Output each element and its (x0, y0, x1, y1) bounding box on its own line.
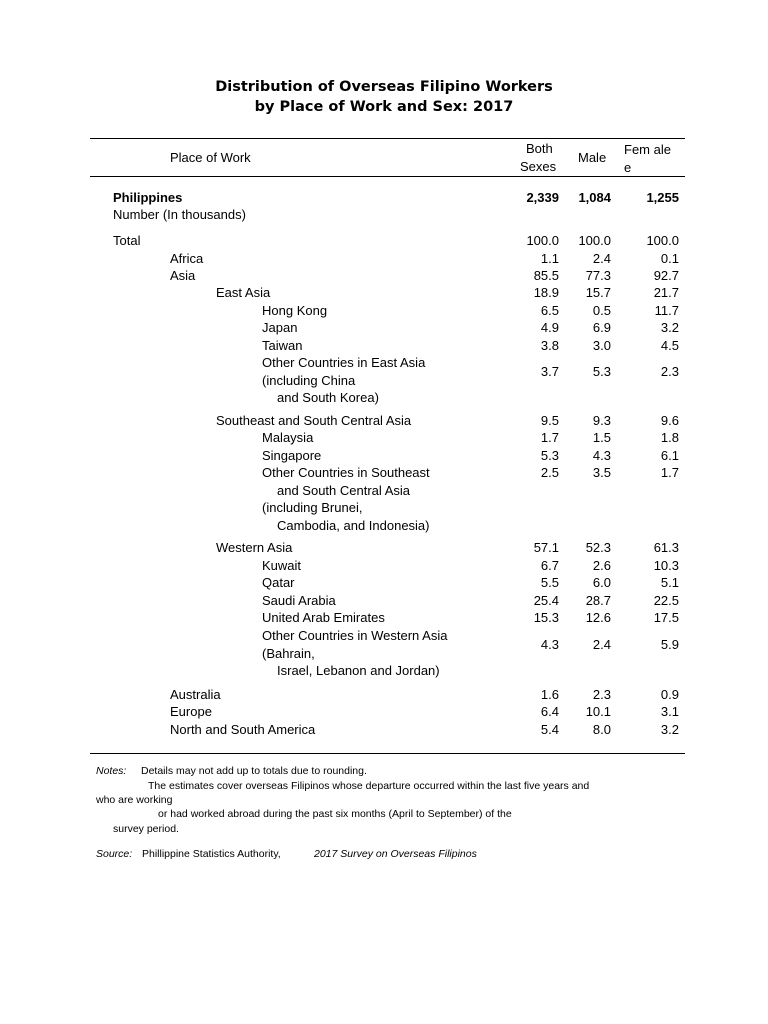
header-female-line1: Fem ale (624, 142, 671, 157)
cell-both-japan: 4.9 (540, 320, 559, 335)
cell-both-east-asia: 18.9 (533, 285, 559, 300)
cell-female-africa: 0.1 (660, 251, 679, 266)
cell-female-europe: 3.1 (660, 704, 679, 719)
table-title-line1: Distribution of Overseas Filipino Workers (215, 79, 553, 95)
row-label-total: Total (113, 233, 141, 248)
row-label-malaysia: Malaysia (262, 430, 314, 445)
cell-both-australia: 1.6 (540, 687, 559, 702)
cell-both-united-arab-emirates: 15.3 (533, 610, 559, 625)
row-label-north-and-south-america: North and South America (170, 722, 316, 737)
cell-female-saudi-arabia: 22.5 (653, 593, 679, 608)
row-label-southeast-and-south-central-asia: Southeast and South Central Asia (216, 413, 412, 428)
cell-male-philippines: 1,084 (578, 190, 611, 205)
cell-both-hong-kong: 6.5 (540, 303, 559, 318)
row-label-qatar: Qatar (262, 575, 295, 590)
cell-both-europe: 6.4 (540, 704, 559, 719)
row-label-cont-other-countries-in-western-asia: (Bahrain, (262, 646, 315, 661)
cell-female-united-arab-emirates: 17.5 (653, 610, 679, 625)
notes-line2: The estimates cover overseas Filipinos whose departure occurred within the last five years and (148, 780, 590, 792)
cell-female-taiwan: 4.5 (660, 338, 679, 353)
row-label-cont-other-countries-in-western-asia: Israel, Lebanon and Jordan) (277, 663, 440, 678)
cell-male-europe: 10.1 (585, 704, 611, 719)
cell-both-taiwan: 3.8 (540, 338, 559, 353)
row-label-cont-other-countries-in-southeast: Cambodia, and Indonesia) (277, 518, 430, 533)
row-label-asia: Asia (170, 268, 196, 283)
row-label-cont-other-countries-in-southeast: and South Central Asia (277, 483, 410, 498)
cell-male-southeast-and-south-central-asia: 9.3 (592, 413, 611, 428)
cell-female-malaysia: 1.8 (660, 430, 679, 445)
cell-female-east-asia: 21.7 (653, 285, 679, 300)
source-survey-title: 2017 Survey on Overseas Filipinos (314, 848, 477, 860)
source-label: Source: (96, 848, 133, 860)
cell-both-asia: 85.5 (533, 268, 559, 283)
notes-line5: survey period. (113, 823, 179, 835)
cell-female-hong-kong: 11.7 (654, 303, 679, 318)
cell-male-australia: 2.3 (592, 687, 611, 702)
cell-male-taiwan: 3.0 (592, 338, 611, 353)
cell-both-other-countries-in-western-asia: 4.3 (540, 637, 559, 652)
cell-male-total: 100.0 (578, 233, 611, 248)
cell-female-other-countries-in-east-asia: 2.3 (660, 364, 679, 379)
row-label-cont-other-countries-in-east-asia: and South Korea) (277, 390, 379, 405)
notes-line4: or had worked abroad during the past six months (April to September) of the (158, 808, 512, 820)
row-label-united-arab-emirates: United Arab Emirates (262, 610, 385, 625)
cell-both-total: 100.0 (526, 233, 559, 248)
row-label-saudi-arabia: Saudi Arabia (262, 593, 336, 608)
cell-both-qatar: 5.5 (540, 575, 559, 590)
cell-both-other-countries-in-southeast: 2.5 (540, 465, 559, 480)
source-agency: Phillippine Statistics Authority, (142, 848, 281, 860)
row-label-hong-kong: Hong Kong (262, 303, 328, 318)
row-label-other-countries-in-east-asia: Other Countries in East Asia (262, 355, 426, 370)
cell-female-qatar: 5.1 (660, 575, 679, 590)
cell-female-western-asia: 61.3 (653, 540, 679, 555)
row-label-australia: Australia (170, 687, 221, 702)
header-male: Male (578, 150, 607, 165)
cell-male-japan: 6.9 (592, 320, 611, 335)
cell-male-hong-kong: 0.5 (592, 303, 611, 318)
table-title-line2: by Place of Work and Sex: 2017 (254, 99, 514, 115)
cell-male-north-and-south-america: 8.0 (592, 722, 611, 737)
row-label-europe: Europe (170, 704, 212, 719)
cell-both-western-asia: 57.1 (533, 540, 559, 555)
cell-male-qatar: 6.0 (592, 575, 611, 590)
cell-male-other-countries-in-east-asia: 5.3 (592, 364, 611, 379)
table-bottom-rule (90, 753, 685, 754)
cell-female-philippines: 1,255 (646, 190, 679, 205)
header-bottom-rule (90, 176, 685, 177)
cell-both-africa: 1.1 (540, 251, 559, 266)
cell-male-kuwait: 2.6 (592, 558, 611, 573)
cell-female-other-countries-in-southeast: 1.7 (660, 465, 679, 480)
cell-female-other-countries-in-western-asia: 5.9 (660, 637, 679, 652)
row-label-africa: Africa (170, 251, 204, 266)
cell-female-southeast-and-south-central-asia: 9.6 (660, 413, 679, 428)
header-top-rule (90, 138, 685, 139)
cell-male-singapore: 4.3 (592, 448, 611, 463)
row-label-taiwan: Taiwan (262, 338, 303, 353)
cell-male-malaysia: 1.5 (592, 430, 611, 445)
cell-female-singapore: 6.1 (660, 448, 679, 463)
notes-line3: who are working (96, 794, 173, 806)
cell-both-philippines: 2,339 (526, 190, 559, 205)
cell-female-japan: 3.2 (660, 320, 679, 335)
row-label-western-asia: Western Asia (216, 540, 293, 555)
cell-both-kuwait: 6.7 (540, 558, 559, 573)
row-label-number-in-thousands: Number (In thousands) (113, 207, 246, 222)
cell-both-other-countries-in-east-asia: 3.7 (540, 364, 559, 379)
cell-male-east-asia: 15.7 (585, 285, 611, 300)
row-label-east-asia: East Asia (216, 285, 271, 300)
row-label-singapore: Singapore (262, 448, 322, 463)
cell-female-kuwait: 10.3 (653, 558, 679, 573)
cell-male-other-countries-in-western-asia: 2.4 (592, 637, 611, 652)
cell-male-asia: 77.3 (585, 268, 611, 283)
cell-female-australia: 0.9 (660, 687, 679, 702)
row-label-kuwait: Kuwait (262, 558, 302, 573)
header-both-sexes-line2: Sexes (520, 159, 557, 174)
cell-female-asia: 92.7 (653, 268, 679, 283)
header-female-line2: e (624, 160, 632, 175)
row-label-philippines: Philippines (113, 190, 183, 205)
cell-male-africa: 2.4 (592, 251, 611, 266)
cell-female-total: 100.0 (646, 233, 679, 248)
cell-both-southeast-and-south-central-asia: 9.5 (540, 413, 559, 428)
cell-male-western-asia: 52.3 (585, 540, 611, 555)
notes-line1: Details may not add up to totals due to rounding. (141, 765, 367, 777)
cell-both-saudi-arabia: 25.4 (533, 593, 559, 608)
cell-male-other-countries-in-southeast: 3.5 (592, 465, 611, 480)
cell-male-saudi-arabia: 28.7 (585, 593, 611, 608)
header-both-sexes-line1: Both (526, 141, 553, 156)
cell-male-united-arab-emirates: 12.6 (585, 610, 611, 625)
header-place-of-work: Place of Work (170, 150, 251, 165)
cell-both-north-and-south-america: 5.4 (540, 722, 559, 737)
cell-both-singapore: 5.3 (540, 448, 559, 463)
row-label-other-countries-in-southeast: Other Countries in Southeast (262, 465, 430, 480)
notes-label: Notes: (96, 765, 127, 777)
row-label-other-countries-in-western-asia: Other Countries in Western Asia (262, 628, 448, 643)
row-label-cont-other-countries-in-southeast: (including Brunei, (262, 500, 363, 515)
row-label-cont-other-countries-in-east-asia: (including China (262, 373, 356, 388)
row-label-japan: Japan (262, 320, 298, 335)
cell-both-malaysia: 1.7 (540, 430, 559, 445)
cell-female-north-and-south-america: 3.2 (660, 722, 679, 737)
